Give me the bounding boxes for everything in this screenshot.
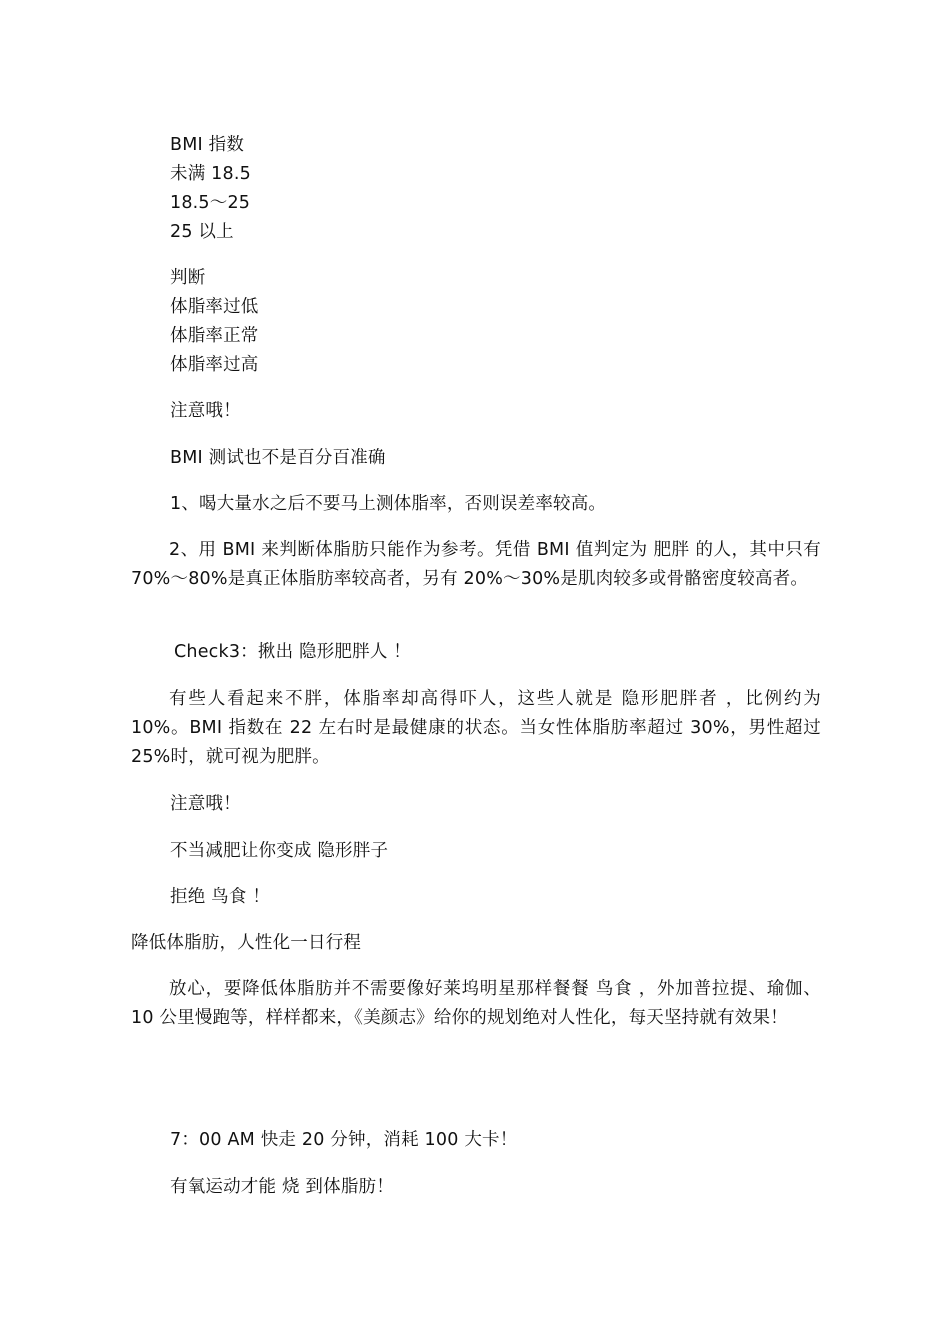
check3-paragraph: 有些人看起来不胖，体脂率却高得吓人，这些人就是 隐形肥胖者 ，比例约为 10%。BMI 指数在 22 左右时是最健康的状态。当女性体脂肪率超过 30%，男性超过 25%时，就可视为肥胖。 xyxy=(131,689,821,767)
tip-paragraph: 2、用 BMI 来判断体脂肪只能作为参考。凭借 BMI 值判定为 肥胖 的人，其中只有 70%～80%是真正体脂肪率较高者，另有 20%～30%是肌肉较多或骨骼密度较高者。 xyxy=(131,540,821,589)
bmi-accuracy-note: BMI 测试也不是百分百准确 xyxy=(170,448,386,468)
bmi-table-row: 18.5～25 xyxy=(170,193,251,213)
bmi-table-header: BMI 指数 xyxy=(170,135,245,155)
schedule-item: 7：00 AM 快走 20 分钟，消耗 100 大卡！ xyxy=(170,1130,518,1150)
schedule-intro-paragraph: 放心，要降低体脂肪并不需要像好莱坞明星那样餐餐 鸟食 ，外加普拉提、瑜伽、10 公里慢跑等，样样都来，《美颜志》给你的规划绝对人性化，每天坚持就有效果！ xyxy=(131,979,821,1028)
tip-paragraph: 1、喝大量水之后不要马上测体脂率，否则误差率较高。 xyxy=(170,494,607,514)
judgment-table-row: 体脂率过高 xyxy=(170,355,259,375)
judgment-table-row: 体脂率过低 xyxy=(170,297,259,317)
invisible-fat-note: 不当减肥让你变成 隐形胖子 xyxy=(170,841,389,861)
notice-heading: 注意哦！ xyxy=(170,794,241,814)
judgment-table-header: 判断 xyxy=(170,268,206,288)
check3-heading: Check3：揪出 隐形肥胖人 ！ xyxy=(174,642,411,662)
refuse-bird-food-note: 拒绝 鸟食 ！ xyxy=(170,887,271,907)
schedule-heading: 降低体脂肪，人性化一日行程 xyxy=(131,933,362,953)
aerobic-note: 有氧运动才能 烧 到体脂肪！ xyxy=(170,1177,394,1197)
bmi-table-row: 25 以上 xyxy=(170,222,234,242)
judgment-table-row: 体脂率正常 xyxy=(170,326,259,346)
notice-heading: 注意哦！ xyxy=(170,401,241,421)
bmi-table-row: 未满 18.5 xyxy=(170,164,251,184)
